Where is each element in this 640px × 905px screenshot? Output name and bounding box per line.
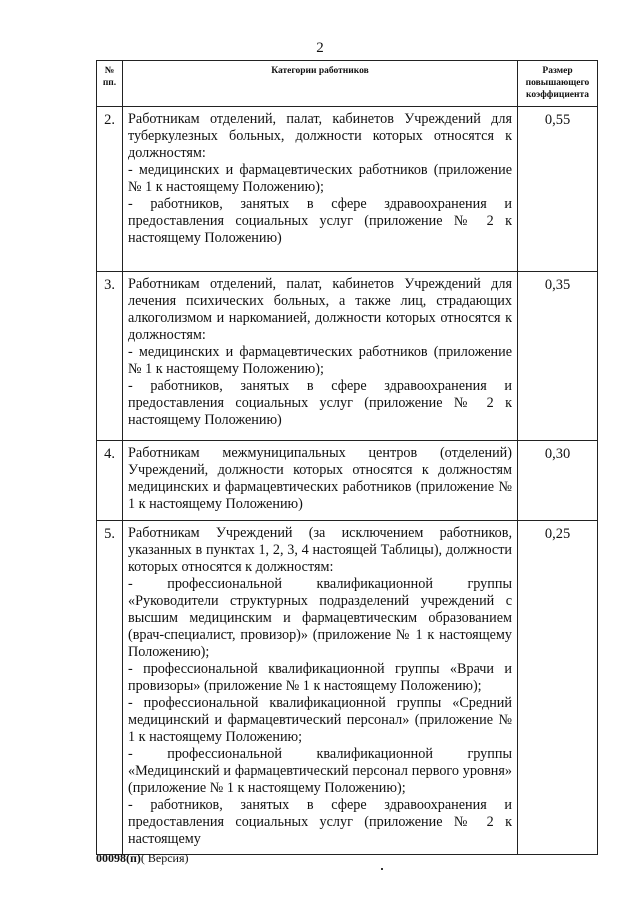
header-number: № пп.	[97, 61, 123, 107]
document-code-number: 00098(п)	[96, 851, 141, 865]
row-category	[123, 272, 518, 441]
category-line: - профессиональной квалификационной группы «Руководители структурных подразделений учреждений с высшим медицинским и фармацевтическим образованием (врач-специалист, провизор)» (приложение № 1 к настоящему Положению);	[128, 576, 512, 660]
scan-dot	[381, 868, 383, 870]
category-line: Работникам отделений, палат, кабинетов Учреждений для туберкулезных больных, должности которых относятся к должностям:	[128, 111, 512, 161]
category-line: - профессиональной квалификационной группы «Медицинский и фармацевтический персонал первого уровня» (приложение № 1 к настоящему Положению);	[128, 746, 512, 796]
table-header-row	[97, 61, 598, 107]
row-coefficient: 0,55	[518, 107, 598, 272]
category-line: Работникам Учреждений (за исключением работников, указанных в пунктах 1, 2, 3, 4 настоящей Таблицы), должности которых относятся к должностям:	[128, 525, 512, 575]
category-line: - медицинских и фармацевтических работников (приложение № 1 к настоящему Положению);	[128, 162, 512, 195]
category-line: Работникам отделений, палат, кабинетов Учреждений для лечения психических больных, а также лиц, страдающих алкоголизмом и наркоманией, должности которых относятся к должностям:	[128, 276, 512, 343]
category-line: Работникам межмуниципальных центров (отделений) Учреждений, должности которых относятся к должностям медицинских и фармацевтических работников (приложение № 1 к настоящему Положению)	[128, 445, 512, 512]
row-number: 4.	[97, 441, 123, 521]
table-row	[97, 272, 598, 441]
row-coefficient: 0,25	[518, 521, 598, 855]
category-line: - работников, занятых в сфере здравоохранения и предоставления социальных услуг (приложение № 2 к настоящему	[128, 797, 512, 847]
document-code	[96, 851, 189, 866]
row-number: 5.	[97, 521, 123, 855]
category-line: - работников, занятых в сфере здравоохранения и предоставления социальных услуг (приложение № 2 к настоящему Положению)	[128, 196, 512, 246]
row-category	[123, 107, 518, 272]
coefficients-table	[96, 60, 598, 855]
row-number: 3.	[97, 272, 123, 441]
category-line: - профессиональной квалификационной группы «Врачи и провизоры» (приложение № 1 к настоящему Положению);	[128, 661, 512, 694]
row-category	[123, 521, 518, 855]
table-row	[97, 107, 598, 272]
table-row	[97, 441, 598, 521]
header-category: Категории работников	[123, 61, 518, 107]
page-number: 2	[316, 40, 324, 56]
row-category	[123, 441, 518, 521]
row-number: 2.	[97, 107, 123, 272]
category-line: - профессиональной квалификационной группы «Средний медицинский и фармацевтический персонал» (приложение № 1 к настоящему Положению;	[128, 695, 512, 745]
document-version: ( Версия)	[140, 851, 189, 865]
row-coefficient: 0,35	[518, 272, 598, 441]
header-coefficient: Размер повышающего коэффициента	[518, 61, 598, 107]
table-row	[97, 521, 598, 855]
category-line: - медицинских и фармацевтических работников (приложение № 1 к настоящему Положению);	[128, 344, 512, 377]
category-line: - работников, занятых в сфере здравоохранения и предоставления социальных услуг (приложение № 2 к настоящему Положению)	[128, 378, 512, 428]
row-coefficient: 0,30	[518, 441, 598, 521]
